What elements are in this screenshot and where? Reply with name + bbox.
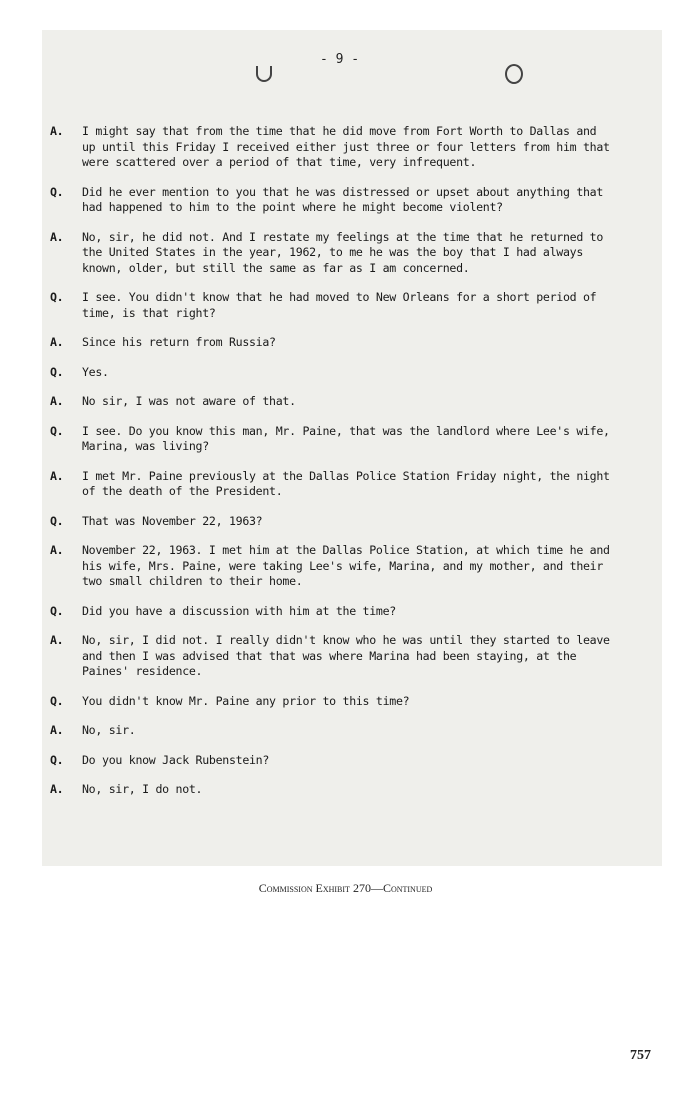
entry-text: Did you have a discussion with him at the time? — [82, 603, 396, 618]
entry-text: No, sir, I did not. I really didn't know who he was until they started to leave and then I was advised that that was where Marina had been staying, at the Paines' residence. — [82, 633, 610, 678]
speaker-label: Q. — [50, 423, 64, 438]
speaker-label: A. — [50, 468, 64, 483]
transcript-entry — [50, 633, 610, 680]
entry-text: I see. Do you know this man, Mr. Paine, that was the landlord where Lee's wife, Marina, was living? — [82, 423, 610, 453]
speaker-label: Q. — [50, 513, 64, 528]
transcript-entry — [50, 543, 610, 590]
speaker-label: Q. — [50, 752, 64, 767]
entry-text: Do you know Jack Rubenstein? — [82, 752, 270, 767]
page-number-bottom: 757 — [630, 1048, 651, 1063]
transcript-entry — [50, 694, 610, 710]
entry-text: Yes. — [82, 364, 109, 379]
speaker-label: Q. — [50, 364, 64, 379]
transcript-entry — [50, 424, 610, 455]
transcript-entry — [50, 782, 610, 798]
entry-text: Since his return from Russia? — [82, 335, 276, 349]
speaker-label: A. — [50, 124, 64, 138]
speaker-label: A. — [50, 633, 64, 647]
transcript-entry — [50, 335, 610, 351]
speaker-label: Q. — [50, 603, 64, 618]
transcript-entry — [50, 514, 610, 530]
transcript — [50, 124, 610, 812]
entry-text: I might say that from the time that he did move from Fort Worth to Dallas and up until this Friday I received either just three or four letters from him that were scattered over a period of that time, very infrequent. — [82, 124, 610, 169]
transcript-entry — [50, 394, 610, 410]
speaker-label: A. — [50, 543, 64, 557]
speaker-label: A. — [50, 723, 64, 737]
speaker-label: A. — [50, 229, 64, 244]
transcript-entry — [50, 723, 610, 739]
punch-hole-mark — [505, 64, 523, 84]
entry-text: Did he ever mention to you that he was distressed or upset about anything that had happened to him to the point where he might become violent? — [82, 184, 604, 214]
speaker-label: A. — [50, 335, 64, 349]
entry-text: No, sir, he did not. And I restate my feelings at the time that he returned to the United States in the year, 1962, to me he was the boy that I had always known, older, but still the same as far as I am concerned. — [82, 229, 604, 275]
speaker-label: A. — [50, 782, 64, 796]
speaker-label: A. — [50, 394, 64, 408]
exhibit-caption: Commission Exhibit 270—Continued — [258, 881, 433, 895]
transcript-entry — [50, 604, 610, 620]
transcript-entry — [50, 753, 610, 769]
transcript-entry — [50, 469, 610, 500]
transcript-entry — [50, 365, 610, 381]
entry-text: No sir, I was not aware of that. — [82, 394, 296, 408]
transcript-entry — [50, 230, 610, 277]
page-number-top: - 9 - — [320, 52, 360, 67]
entry-text: I see. You didn't know that he had moved to New Orleans for a short period of time, is that right? — [82, 290, 597, 320]
entry-text: No, sir, I do not. — [82, 782, 203, 796]
entry-text: You didn't know Mr. Paine any prior to this time? — [82, 693, 410, 708]
entry-text: I met Mr. Paine previously at the Dallas Police Station Friday night, the night of the death of the President. — [82, 468, 610, 498]
entry-text: That was November 22, 1963? — [82, 513, 263, 528]
transcript-entry — [50, 185, 610, 216]
punch-hole-mark — [256, 66, 272, 82]
speaker-label: Q. — [50, 693, 64, 708]
entry-text: No, sir. — [82, 723, 136, 737]
transcript-entry — [50, 290, 610, 321]
transcript-entry — [50, 124, 610, 171]
entry-text: November 22, 1963. I met him at the Dallas Police Station, at which time he and his wife, Mrs. Paine, were taking Lee's wife, Marina, and my mother, and their two small children to their home. — [82, 543, 610, 588]
speaker-label: Q. — [50, 184, 64, 199]
speaker-label: Q. — [50, 290, 64, 304]
